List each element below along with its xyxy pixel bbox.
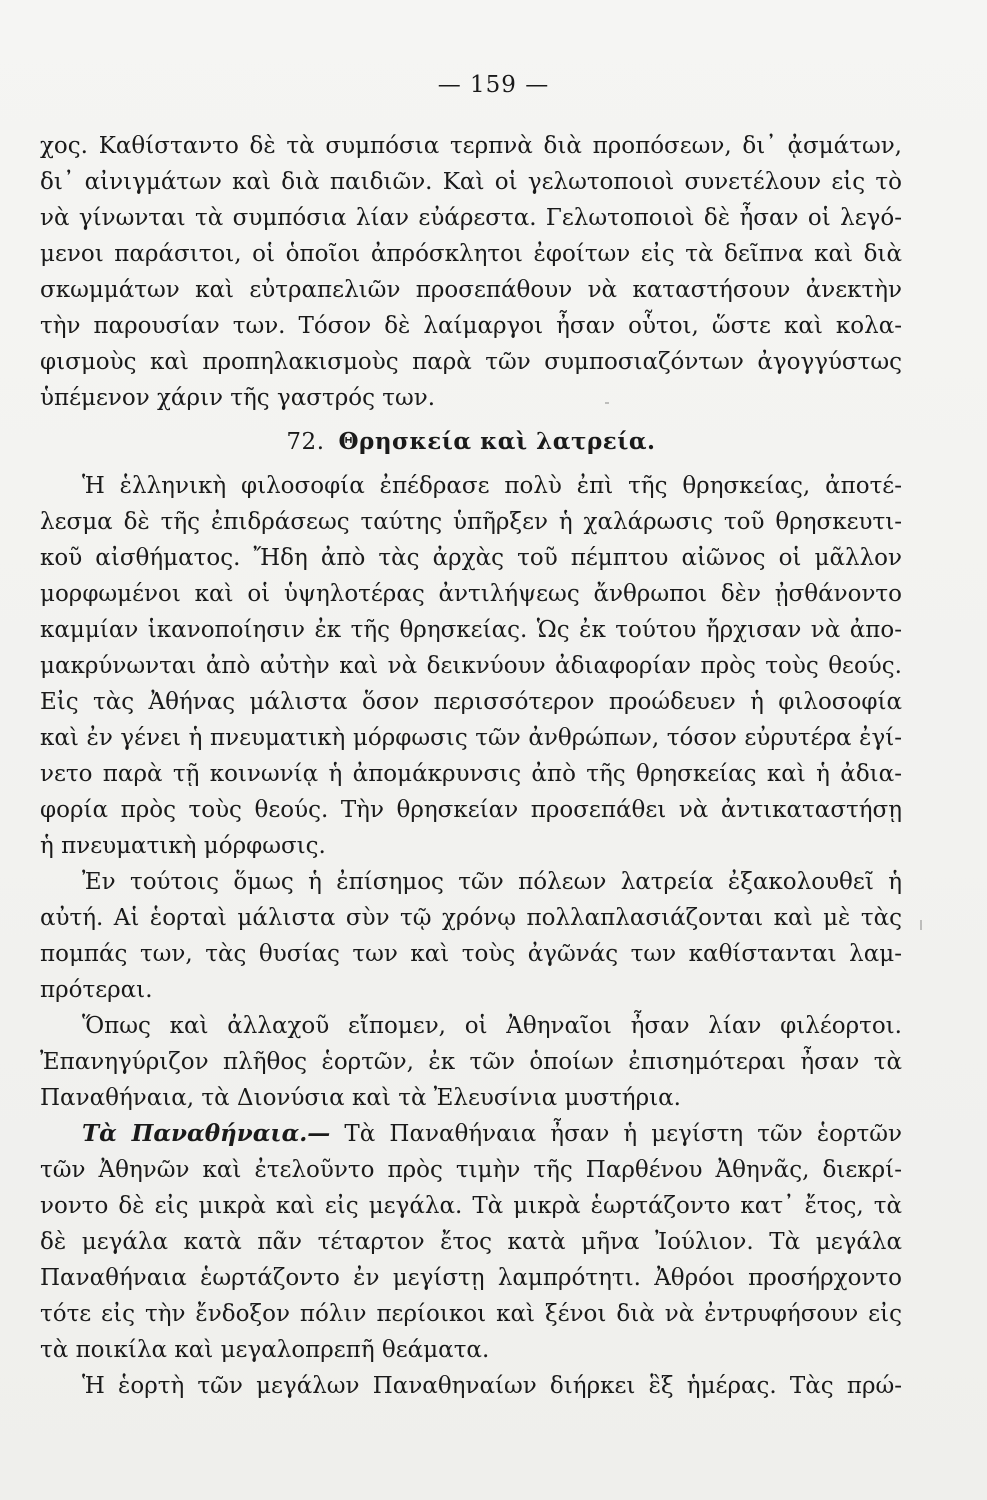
text-line: μακρύνωνται ἀπὸ αὐτὴν καὶ νὰ δεικνύουν ἀδιαφορίαν πρὸς τοὺς θεούς.: [40, 653, 902, 679]
text-line: Ἡ ἑλληνικὴ φιλοσοφία ἐπέδρασε πολὺ ἐπὶ τῆς θρησκείας, ἀποτέ-: [82, 473, 902, 499]
text-line: ἡ πνευματικὴ μόρφωσις.: [40, 833, 326, 859]
text-line: τότε εἰς τὴν ἔνδοξον πόλιν περίοικοι καὶ ξένοι διὰ νὰ ἐντρυφήσουν εἰς: [40, 1301, 902, 1327]
text-line: [40, 1116, 902, 1152]
text-line: τὴν παρουσίαν των. Τόσον δὲ λαίμαργοι ἦσαν οὗτοι, ὥστε καὶ κολα-: [40, 313, 902, 339]
text-line: καὶ ἐν γένει ἡ πνευματικὴ μόρφωσις τῶν ἀνθρώπων, τόσον εὐρυτέρα ἐγί-: [40, 725, 902, 751]
text-line: μορφωμένοι καὶ οἱ ὑψηλοτέρας ἀντιλήψεως ἄνθρωποι δὲν ᾐσθάνοντο: [40, 581, 902, 607]
text-line: δι᾽ αἰνιγμάτων καὶ διὰ παιδιῶν. Καὶ οἱ γελωτοποιοὶ συνετέλουν εἰς τὸ: [40, 169, 902, 195]
text-line: μενοι παράσιτοι, οἱ ὁποῖοι ἀπρόσκλητοι ἐφοίτων εἰς τὰ δεῖπνα καὶ διὰ: [40, 241, 902, 267]
text-line: ὑπέμενον χάριν τῆς γαστρός των.: [40, 385, 436, 411]
text-line: χος. Καθίσταντο δὲ τὰ συμπόσια τερπνὰ διὰ προπόσεων, δι᾽ ᾀσμάτων,: [40, 133, 902, 159]
text-line: τῶν Ἀθηνῶν καὶ ἐτελοῦντο πρὸς τιμὴν τῆς Παρθένου Ἀθηνᾶς, διεκρί-: [40, 1157, 902, 1183]
section-number: 72.: [286, 429, 325, 455]
text-line: καμμίαν ἱκανοποίησιν ἐκ τῆς θρησκείας. Ὡς ἐκ τούτου ἤρχισαν νὰ ἀπο-: [40, 617, 902, 643]
text-line: νὰ γίνωνται τὰ συμπόσια λίαν εὐάρεστα. Γελωτοποιοὶ δὲ ἦσαν οἱ λεγό-: [40, 205, 902, 231]
text-line: πρότεραι.: [40, 977, 153, 1003]
text-line: Ἐπανηγύριζον πλῆθος ἑορτῶν, ἐκ τῶν ὁποίων ἐπισημότεραι ἦσαν τὰ: [40, 1049, 902, 1075]
text-line: νετο παρὰ τῇ κοινωνίᾳ ἡ ἀπομάκρυνσις ἀπὸ τῆς θρησκείας καὶ ἡ ἀδια-: [40, 761, 902, 787]
text-line: σκωμμάτων καὶ εὐτραπελιῶν προσεπάθουν νὰ καταστήσουν ἀνεκτὴν: [40, 277, 902, 303]
text-line: φισμοὺς καὶ προπηλακισμοὺς παρὰ τῶν συμποσιαζόντων ἀγογγύστως: [40, 349, 902, 375]
text-line: Ἡ ἑορτὴ τῶν μεγάλων Παναθηναίων διήρκει ἓξ ἡμέρας. Τὰς πρώ-: [82, 1373, 902, 1399]
text-line: Ἐν τούτοις ὅμως ἡ ἐπίσημος τῶν πόλεων λατρεία ἐξακολουθεῖ ἡ: [82, 869, 902, 895]
text-line: Ὅπως καὶ ἀλλαχοῦ εἴπομεν, οἱ Ἀθηναῖοι ἦσαν λίαν φιλέορτοι.: [82, 1013, 902, 1039]
text-line: κοῦ αἰσθήματος. Ἤδη ἀπὸ τὰς ἀρχὰς τοῦ πέμπτου αἰῶνος οἱ μᾶλλον: [40, 545, 902, 571]
text-line: Εἰς τὰς Ἀθήνας μάλιστα ὅσον περισσότερον προώδευεν ἡ φιλοσοφία: [40, 689, 902, 715]
page-number: — 159 —: [437, 72, 550, 98]
text-line: τὰ ποικίλα καὶ μεγαλοπρεπῆ θεάματα.: [40, 1337, 490, 1363]
scan-speck: [605, 402, 609, 404]
text-line: φορία πρὸς τοὺς θεούς. Τὴν θρησκείαν προσεπάθει νὰ ἀντικαταστήσῃ: [40, 797, 902, 823]
section-heading: [40, 424, 902, 460]
text-run: Τὰ Παναθήναια ἦσαν ἡ μεγίστη τῶν ἑορτῶν: [344, 1121, 902, 1147]
text-line: Παναθήναια, τὰ Διονύσια καὶ τὰ Ἐλευσίνια μυστήρια.: [40, 1085, 681, 1111]
text-line: νοντο δὲ εἰς μικρὰ καὶ εἰς μεγάλα. Τὰ μικρὰ ἑωρτάζοντο κατ᾽ ἔτος, τὰ: [40, 1193, 902, 1219]
scan-speck: [920, 920, 922, 930]
text-line: αὐτή. Αἱ ἑορταὶ μάλιστα σὺν τῷ χρόνῳ πολλαπλασιάζονται καὶ μὲ τὰς: [40, 905, 902, 931]
section-title: Θρησκεία καὶ λατρεία.: [338, 428, 656, 455]
text-line: δὲ μεγάλα κατὰ πᾶν τέταρτον ἔτος κατὰ μῆνα Ἰούλιον. Τὰ μεγάλα: [40, 1229, 902, 1255]
text-line: λεσμα δὲ τῆς ἐπιδράσεως ταύτης ὑπῆρξεν ἡ χαλάρωσις τοῦ θρησκευτι-: [40, 509, 902, 535]
text-line: πομπάς των, τὰς θυσίας των καὶ τοὺς ἀγῶνάς των καθίστανται λαμ-: [40, 941, 902, 967]
subsection-label: Τὰ Παναθήναια.—: [82, 1120, 331, 1147]
text-line: Παναθήναια ἑωρτάζοντο ἐν μεγίστῃ λαμπρότητι. Ἀθρόοι προσήρχοντο: [40, 1265, 902, 1291]
